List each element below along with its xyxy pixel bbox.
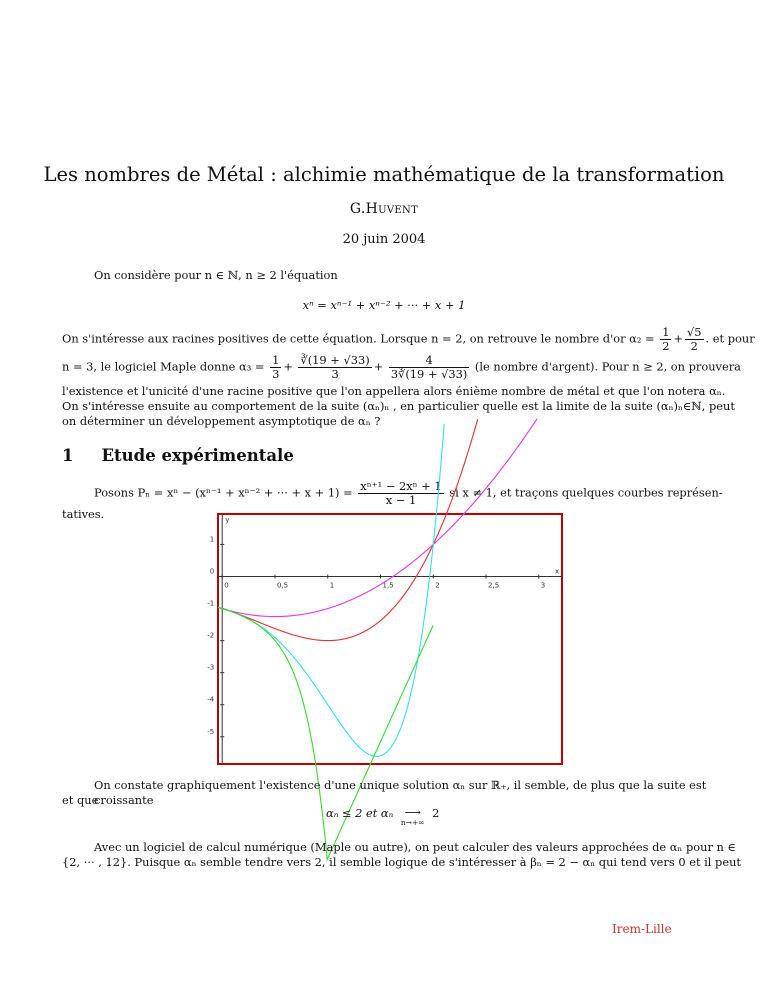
posons-line-end: tatives. xyxy=(62,507,105,521)
x-tick-label: 1,5 xyxy=(382,581,394,590)
main-equation: xⁿ = xⁿ⁻¹ + xⁿ⁻² + ··· + x + 1 xyxy=(302,298,466,312)
intro-paragraph-line: On s'intéresse ensuite au comportement de la suite (αₙ)ₙ , en particulier quelle est la limite de la suite (αₙ)ₙ∈ℕ, peut xyxy=(62,399,735,413)
x-tick-label: 2,5 xyxy=(488,581,500,590)
conclusion-line: Avec un logiciel de calcul numérique (Maple ou autre), on peut calculer des valeurs approchées de αₙ pour n ∈ xyxy=(94,840,736,854)
x-tick-label: 3 xyxy=(540,581,546,590)
conclusion-line: et que xyxy=(62,793,99,807)
page-title: Les nombres de Métal : alchimie mathématique de la transformation xyxy=(43,163,725,186)
limit-statement: αₙ ≤ 2 et αₙ ⟶ n→+∞ 2 xyxy=(326,805,440,827)
x-tick-label: 1 xyxy=(329,581,335,590)
footer-mark: Irem-Lille xyxy=(612,922,672,936)
x-tick-label: 2 xyxy=(435,581,440,590)
x-tick-label: 0 xyxy=(224,581,229,590)
y-tick-label: -2 xyxy=(207,631,215,640)
y-tick-label: -5 xyxy=(207,727,215,736)
intro-paragraph-line: On s'intéresse aux racines positives de cette équation. Lorsque n = 2, on retrouve le nombre d'or α₂ = $\frac{1}{2}$ + $\frac{√5}{2}$ . et pour xyxy=(62,325,755,353)
y-tick-label: 1 xyxy=(209,535,215,544)
intro-line: On considère pour n ∈ ℕ, n ≥ 2 l'équation xyxy=(94,268,338,282)
conclusion-line: {2, ··· , 12}. Puisque αₙ semble tendre vers 2, il semble logique de s'intéresser à βₙ = 2 − αₙ qui tend vers 0 et il peut xyxy=(62,855,741,869)
y-tick-label: -3 xyxy=(207,663,215,672)
x-tick-label: 0,5 xyxy=(276,581,289,590)
date: 20 juin 2004 xyxy=(342,232,426,247)
x-axis-label: x xyxy=(555,567,560,576)
y-axis-label: y xyxy=(225,516,230,524)
plot-frame xyxy=(218,514,562,764)
section-heading: 1 Etude expérimentale xyxy=(62,446,294,465)
intro-paragraph-line: on déterminer un développement asymptotique de αₙ ? xyxy=(62,414,381,428)
author: G.Huvent xyxy=(349,201,419,217)
y-tick-label: -4 xyxy=(207,695,215,704)
intro-paragraph-line: l'existence et l'unicité d'une racine positive que l'on appellera alors énième nombre de métal et que l'on notera αₙ. xyxy=(62,384,726,398)
y-tick-label: 0 xyxy=(209,567,215,576)
intro-paragraph-line: n = 3, le logiciel Maple donne α₃ = $\frac{1}{3}$ + $\frac{∛(19 + √33)}{3}$ + $\frac{4}{3∛(19 + √33)}$ (le nombre d'argent). Pour n ≥ 2, on prouvera xyxy=(62,353,741,381)
posons-line: Posons Pₙ = xⁿ − (xⁿ⁻¹ + xⁿ⁻² + ··· + x + 1) = $\frac{\text{xⁿ⁺¹ − 2xⁿ + 1}}{x - 1}$ si x ≠ 1, et traçons quelques courbes représen- xyxy=(94,479,723,507)
y-tick-label: -1 xyxy=(207,599,215,608)
function-plot xyxy=(207,514,562,764)
conclusion-line: On constate graphiquement l'existence d'une unique solution αₙ sur ℝ₊, il semble, de plus que la suite est croissante xyxy=(94,778,707,807)
